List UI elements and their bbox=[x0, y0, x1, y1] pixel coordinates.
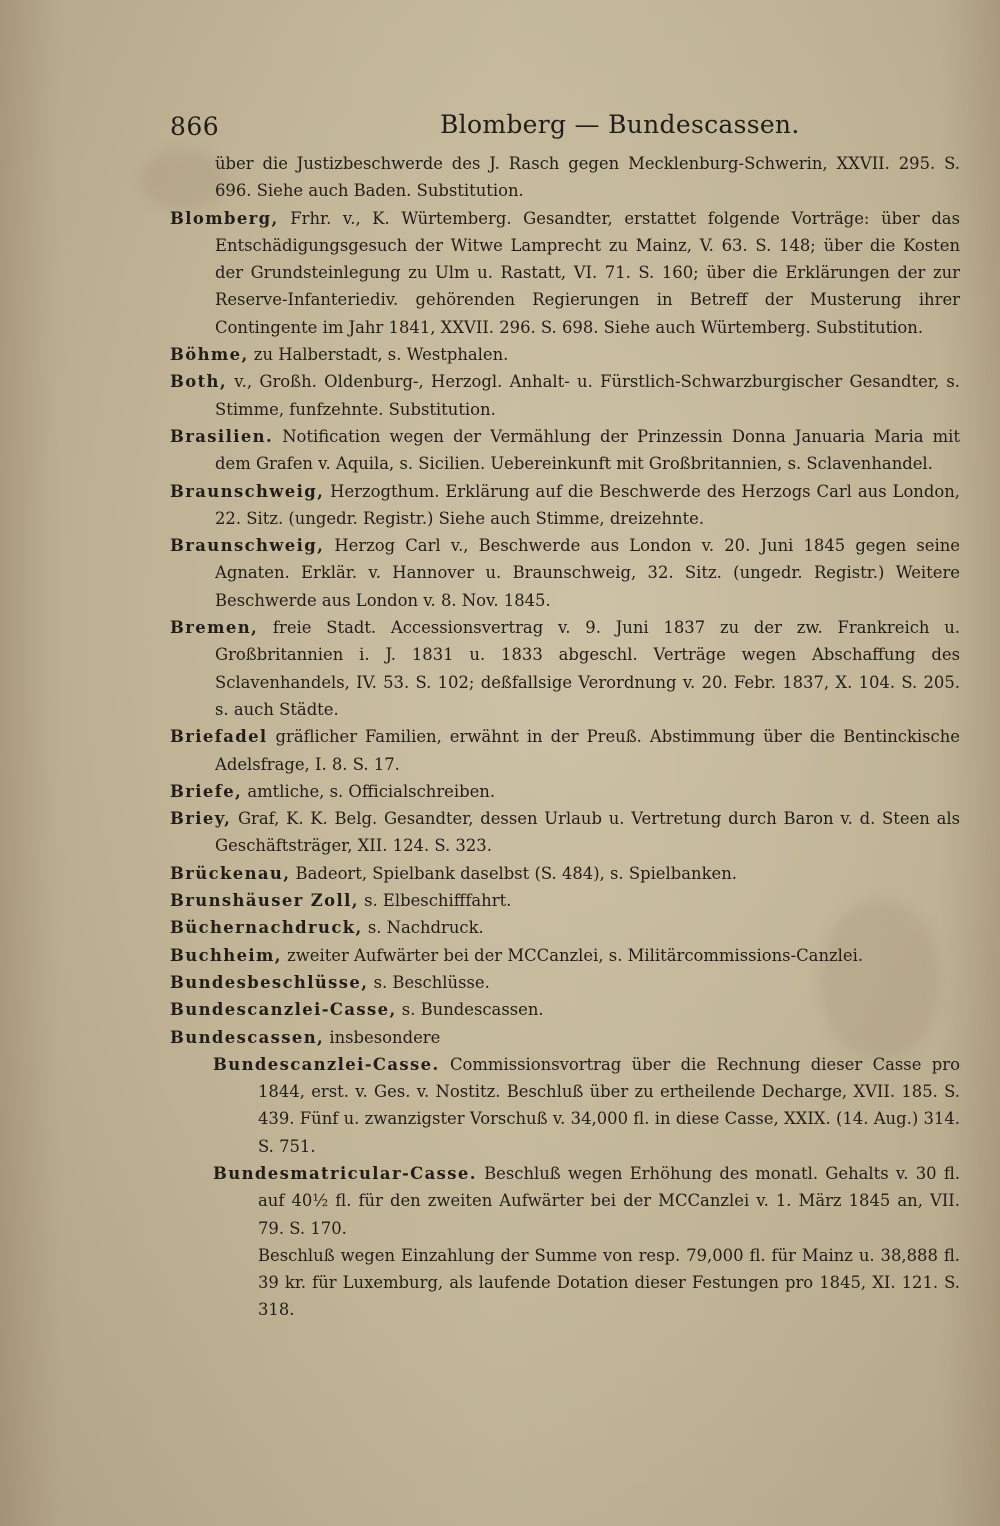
page-header bbox=[170, 108, 960, 144]
entry-text: über die Justizbeschwerde des J. Rasch gegen Mecklenburg-Schwerin, XXVII. 295. S. 696. Siehe auch Baden. Substitution. bbox=[215, 154, 960, 201]
index-entry bbox=[170, 614, 960, 723]
index-entry-continuation bbox=[170, 150, 960, 205]
entry-headword: Buchheim, bbox=[170, 945, 282, 965]
entry-text: s. Beschlüsse. bbox=[368, 972, 490, 992]
index-entry bbox=[170, 969, 960, 996]
index-entry bbox=[170, 478, 960, 533]
index-entry bbox=[170, 887, 960, 914]
entry-text: zu Halberstadt, s. Westphalen. bbox=[248, 345, 509, 365]
entry-headword: Braunschweig, bbox=[170, 481, 325, 501]
entry-text: insbesondere bbox=[324, 1027, 441, 1047]
entry-headword: Both, bbox=[170, 372, 227, 392]
entry-text: Beschluß wegen Erhöhung des monatl. Gehalts v. 30 fl. auf 40½ fl. für den zweiten Aufwärter bei der MCCanzlei v. 1. März 1845 an, VII. 79. S. 170. bbox=[258, 1163, 960, 1238]
entry-headword: Bremen, bbox=[170, 618, 259, 638]
index-entry bbox=[170, 914, 960, 941]
entry-headword: Blomberg, bbox=[170, 208, 279, 228]
index-body bbox=[170, 150, 960, 1324]
running-head: Blomberg — Bundescassen. bbox=[440, 110, 800, 139]
entry-text: s. Bundescassen. bbox=[396, 1000, 544, 1020]
entry-text: amtliche, s. Officialschreiben. bbox=[242, 781, 496, 801]
entry-headword: Briey, bbox=[170, 809, 232, 829]
entry-headword: Bundescanzlei-Casse. bbox=[213, 1054, 440, 1074]
index-entry bbox=[170, 942, 960, 969]
entry-text: freie Stadt. Accessionsvertrag v. 9. Juni 1837 zu der zw. Frankreich u. Großbritannien i. J. 1831 u. 1833 abgeschl. Verträge wegen Abschaffung des Sclavenhandels, IV. 53. S. 102; deßfallsige Verordnung v. 20. Febr. 1837, X. 104. S. 205. s. auch Städte. bbox=[215, 618, 960, 719]
entry-text: Frhr. v., K. Würtemberg. Gesandter, erstattet folgende Vorträge: über das Entschädigungsgesuch der Witwe Lamprecht zu Mainz, V. 63. S. 148; über die Kosten der Grundsteinlegung zu Ulm u. Rastatt, VI. 71. S. 160; über die Erklärungen der zur Reserve-Infanteriediv. gehörenden Regierungen in Betreff der Musterung ihrer Contingente im Jahr 1841, XXVII. 296. S. 698. Siehe auch Würtemberg. Substitution. bbox=[215, 208, 960, 337]
entry-text: s. Nachdruck. bbox=[362, 918, 484, 938]
index-subentry bbox=[213, 1242, 960, 1324]
entry-text: v., Großh. Oldenburg-, Herzogl. Anhalt- u. Fürstlich-Schwarzburgischer Gesandter, s. Stimme, funfzehnte. Substitution. bbox=[215, 372, 960, 419]
entry-headword: Briefe, bbox=[170, 781, 243, 801]
index-entry bbox=[170, 996, 960, 1023]
entry-headword: Braunschweig, bbox=[170, 536, 325, 556]
index-subentry bbox=[213, 1051, 960, 1160]
index-entry bbox=[170, 368, 960, 423]
index-entry bbox=[170, 532, 960, 614]
index-entry bbox=[170, 423, 960, 478]
entry-text: Badeort, Spielbank daselbst (S. 484), s. Spielbanken. bbox=[290, 863, 737, 883]
entry-headword: Brückenau, bbox=[170, 863, 291, 883]
entry-text: zweiter Aufwärter bei der MCCanzlei, s. Militärcommissions-Canzlei. bbox=[281, 945, 864, 965]
entry-text: Notification wegen der Vermählung der Prinzessin Donna Januaria Maria mit dem Grafen v. Aquila, s. Sicilien. Uebereinkunft mit Großbritannien, s. Sclavenhandel. bbox=[215, 426, 960, 474]
entry-headword: Brasilien. bbox=[170, 426, 274, 446]
entry-headword: Bundesmatricular-Casse. bbox=[213, 1163, 477, 1183]
index-entry bbox=[170, 805, 960, 860]
entry-headword: Böhme, bbox=[170, 345, 249, 365]
entry-text: Herzog Carl v., Beschwerde aus London v. 20. Juni 1845 gegen seine Agnaten. Erklär. v. Hannover u. Braunschweig, 32. Sitz. (ungedr. Registr.) Weitere Beschwerde aus London v. 8. Nov. 1845. bbox=[215, 536, 960, 610]
index-entry bbox=[170, 1024, 960, 1051]
index-subentry bbox=[213, 1160, 960, 1242]
entry-text: gräflicher Familien, erwähnt in der Preuß. Abstimmung über die Bentinckische Adelsfrage, I. 8. S. 17. bbox=[215, 727, 960, 774]
entry-headword: Bundescassen, bbox=[170, 1027, 325, 1047]
entry-headword: Bundesbeschlüsse, bbox=[170, 972, 369, 992]
index-entry bbox=[170, 860, 960, 887]
entry-headword: Brunshäuser Zoll, bbox=[170, 891, 359, 911]
entry-text: Graf, K. K. Belg. Gesandter, dessen Urlaub u. Vertretung durch Baron v. d. Steen als Geschäftsträger, XII. 124. S. 323. bbox=[215, 809, 960, 856]
entry-headword: Büchernachdruck, bbox=[170, 918, 363, 938]
page-number: 866 bbox=[170, 112, 220, 141]
index-entry bbox=[170, 723, 960, 778]
entry-text: Beschluß wegen Einzahlung der Summe von resp. 79,000 fl. für Mainz u. 38,888 fl. 39 kr. für Luxemburg, als laufende Dotation dieser Festungen pro 1845, XI. 121. S. 318. bbox=[258, 1245, 960, 1320]
index-entry bbox=[170, 341, 960, 368]
entry-text: Herzogthum. Erklärung auf die Beschwerde des Herzogs Carl aus London, 22. Sitz. (ungedr. Registr.) Siehe auch Stimme, dreizehnte. bbox=[215, 481, 960, 528]
index-entry bbox=[170, 205, 960, 341]
entry-headword: Briefadel bbox=[170, 727, 268, 747]
entry-headword: Bundescanzlei-Casse, bbox=[170, 1000, 397, 1020]
index-entry bbox=[170, 778, 960, 805]
entry-text: s. Elbeschifffahrt. bbox=[358, 891, 512, 911]
entry-text: Commissionsvortrag über die Rechnung dieser Casse pro 1844, erst. v. Ges. v. Nostitz. Beschluß über zu ertheilende Decharge, XVII. 185. S. 439. Fünf u. zwanzigster Vorschuß v. 34,000 fl. in diese Casse, XXIX. (14. Aug.) 314. S. 751. bbox=[258, 1054, 960, 1156]
